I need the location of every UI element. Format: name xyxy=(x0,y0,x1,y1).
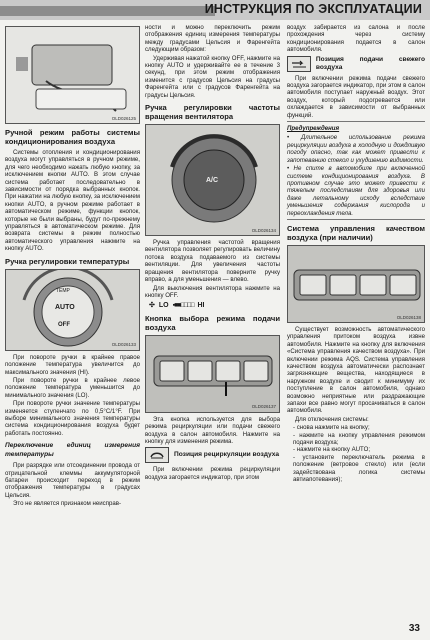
figure-code: OLD026133 xyxy=(111,342,136,348)
unit-switch-text-2: Это не является признаком неисправ- xyxy=(13,500,122,508)
fresh-air-title: Позиция подачи свежего воздуха xyxy=(315,55,425,71)
intake-mode-heading: Кнопка выбора режима подачи воздуха xyxy=(145,313,280,332)
fan-lo-label: LO xyxy=(158,302,169,310)
temp-text-1: При повороте ручки в крайнее правое положение температура увеличится до максимального значения (HI). xyxy=(5,353,140,376)
column-3 xyxy=(287,24,425,483)
warning-1: • Длительное использование режима рециркуляции воздуха в холодную и дождливую погоду опасно, так как может привести к запотеванию стекол и ухудшению видимости. xyxy=(287,134,425,164)
figure-code: OLD026138 xyxy=(396,314,421,320)
knob-temp-label: TEMP xyxy=(56,287,70,294)
figure-code: OLD026134 xyxy=(251,227,276,233)
recirculation-row xyxy=(145,447,280,463)
manual-mode-text: Системы отопления и кондиционирования воздуха могут управляться в ручном режиме, для чего необходимо нажать любую кнопку, за исключением кнопки AUTO. В этом случае система работает последовательно в зависимости от порядка выбранных кнопок. При нажатии на любую кнопку, за исключением кнопки AUTO, в ручном режиме работает в автоматическом режиме, функции кнопок, которые не были выбраны, будут по-прежнему управляться в автоматическом режиме. Для возврата системы в режим полностью автоматического управления нажмите на кнопку AUTO. xyxy=(5,149,140,253)
intake-buttons-illustration xyxy=(146,336,280,412)
recirculation-continued: воздух забирается из салона и после прохождения через систему кондиционирования подается в салон автомобиля. xyxy=(287,24,425,54)
header-decor-bar xyxy=(0,6,215,16)
knob-off-label: OFF xyxy=(58,321,70,328)
figure-manual-button xyxy=(5,26,140,124)
unit-switch-heading: Переключение единиц измерения температуры xyxy=(5,442,140,459)
fan-speed-scale xyxy=(149,302,280,309)
figure-air-quality-buttons xyxy=(287,245,425,323)
unit-switch-procedure: Удерживая нажатой кнопку OFF, нажмите на кнопку AUTO и удерживайте ее в течение 3 секунд, при этом режим отображения изменится с градусов Цельсия на градусы Фаренгейта или с градусов Фаренгейта на градусы Цельсия. xyxy=(145,54,280,99)
list-item: - снова нажмите на кнопку; xyxy=(293,424,370,432)
fresh-air-text: При включении режима подачи свежего воздуха загорается индикатор, при этом в салон автомобиля поступает наружный воздух. Этот воздух, который подогревается или охлаждается в зависимости от выбранных функций. xyxy=(287,74,425,119)
air-quality-text-2: Для отключения системы: xyxy=(295,415,369,423)
fan-text-2: Для выключения вентилятора нажмите на кнопку OFF. xyxy=(145,284,280,299)
list-item: - установите переключатель режима в положение (ветровое стекло) или (если задействована логика системы автиапотевания); xyxy=(293,453,425,484)
recirculation-title: Позиция рециркуляции воздуха xyxy=(174,451,280,459)
fan-text-1: Ручка управления частотой вращения вентилятора позволяет регулировать величину потока воздуха подаваемого из системы вентиляции. Для увеличения частоты вращения вентилятора поверните ручку вправо, а для уменьшения — влево. xyxy=(145,239,280,284)
unit-switch-continued: ности и можно переключить режим отображения единиц измерения температуры между градусами Цельсия и Фаренгейта следующим образом: xyxy=(145,24,280,54)
fresh-air-row xyxy=(287,56,425,72)
figure-temperature-knob xyxy=(5,269,140,351)
figure-fan-knob xyxy=(145,124,280,236)
fan-hi-label: HI xyxy=(197,302,205,310)
list-item: - нажмите на кнопку управления режимом подачи воздуха; xyxy=(293,431,425,447)
column-1 xyxy=(5,24,140,509)
divider xyxy=(287,219,425,220)
page-number: 33 xyxy=(408,623,420,634)
fan-knob-heading: Ручка регулировки частоты вращения вентилятора xyxy=(145,103,280,122)
recirculation-text: При включении режима рециркуляции воздуха загорается индикатор, при этом xyxy=(145,466,280,481)
recirculation-icon xyxy=(145,447,169,463)
warnings-title: Предупреждения xyxy=(287,125,340,133)
figure-intake-buttons xyxy=(145,335,280,413)
page-header xyxy=(0,0,430,20)
header-title: ИНСТРУКЦИЯ ПО ЭКСПЛУАТАЦИИ xyxy=(204,2,422,16)
temp-text-2: При повороте ручки в крайнее левое положение температура уменьшится до минимального значения (LO). xyxy=(5,376,140,399)
air-quality-heading: Система управления качеством воздуха (при наличии) xyxy=(287,223,425,242)
temperature-knob-heading: Ручка регулировки температуры xyxy=(5,256,130,266)
knob-auto-label: AUTO xyxy=(55,303,75,311)
figure-code: OLD026125 xyxy=(111,115,136,121)
manual-button-illustration xyxy=(6,27,140,123)
column-2 xyxy=(145,24,280,482)
ac-button-label: A/C xyxy=(206,177,219,185)
fan-icon: ✣ xyxy=(149,302,155,310)
unit-switch-text-1: При разрядке или отсоединении провода от отрицательной клеммы аккумуляторной батареи происходит переход в режим отображения температуры в градусах Цельсия. xyxy=(5,462,140,499)
air-quality-text-1: Существует возможность автоматического управления притоком воздуха извне автомобиля. Нажмите на кнопку для включения «Система управления качеством воздуха». При включении режима AQS. Система управления качеством воздуха автоматически распознает загрязняющие вещества, находящиеся в наружном воздухе и сводит к минимуму их поступление в салон автомобиля, однако возможно неприятные или раздражающие запахи все равно могут просачиваться в салон автомобиля. xyxy=(287,325,425,415)
air-quality-off-list xyxy=(287,424,425,483)
warning-2: • Не спите в автомобиле при включенной системе кондиционирования воздуха. В противном случае это может привести к тяжелым последствиям для здоровья или даже летальному исходу вследствие уменьшения содержания кислорода и переохлаждения тела. xyxy=(287,165,425,217)
intake-mode-text: Эта кнопка используется для выбора режима рециркуляции или подачи свежего воздуха в салон автомобиля. Нажмите на кнопку для изменения режима. xyxy=(145,415,280,445)
manual-mode-heading: Ручной режим работы системы кондиционирования воздуха xyxy=(5,128,140,146)
fresh-air-icon xyxy=(287,56,311,72)
air-quality-buttons-illustration xyxy=(288,246,425,322)
divider xyxy=(287,121,425,122)
fan-speed-bars: ▪■■□□□□ xyxy=(172,302,194,310)
figure-code: OLD026137 xyxy=(251,404,276,410)
temp-text-3: При повороте ручки значение температуры изменяется ступенчато по 0,5°C/1°F. При выборе минимального значения температуры система кондиционирования воздуха будет работать постоянно. xyxy=(5,400,140,437)
list-item: - нажмите на кнопку AUTO; xyxy=(293,446,371,454)
